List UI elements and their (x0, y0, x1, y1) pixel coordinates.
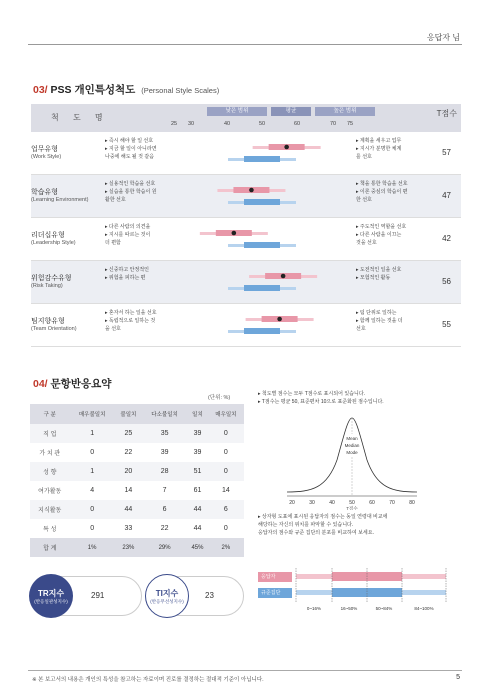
note-line: ▸ T점수는 평균 50, 표준편차 10으로 표준화된 점수입니다. (258, 399, 384, 405)
tr-value: 291 (91, 591, 105, 600)
pss-table (31, 104, 461, 347)
header-divider (28, 44, 462, 45)
note-line: 응답자의 점수와 규준 집단의 분포를 비교하여 보세요. (258, 530, 374, 536)
tick: 40 (223, 121, 231, 127)
score-marker (232, 231, 237, 236)
legend-respondent: 응답자 (258, 572, 292, 582)
row-label: 성 향 (30, 462, 70, 481)
tick: 50 (258, 121, 266, 127)
low-description: ▸ 실용적인 학습을 선호 ▸ 실습을 통한 학습이 원 활한 선호 (105, 181, 157, 203)
response-summary-table (30, 404, 244, 557)
table-cell: 39 (193, 449, 202, 456)
band-mid: 평균 (271, 107, 311, 116)
scale-name: 위험감수유형 (31, 275, 72, 282)
table-cell: 7 (162, 487, 167, 494)
table-row (30, 481, 244, 500)
table-cell: 44 (187, 500, 207, 519)
table-cell: 0 (223, 449, 228, 456)
table-cell: 1 (70, 462, 115, 481)
table-cell: 6 (142, 500, 187, 519)
scale-name: 업무유형 (31, 146, 59, 153)
tr-subtitle: (반응일관성지수) (34, 598, 68, 604)
high-description: ▸ 팀 단위로 일하는 ▸ 함께 일하는 것을 더 선호 (356, 310, 403, 332)
curve-axis-title: T점수 (346, 506, 358, 510)
t-axis (31, 121, 461, 131)
table-cell: 39 (160, 449, 169, 456)
ti-subtitle: (반응무선성지수) (150, 598, 184, 604)
table-header-row (30, 404, 244, 424)
band-high: 높은 범위 (315, 107, 375, 116)
table-cell: 35 (142, 424, 187, 443)
table-cell: 44 (193, 525, 202, 532)
curve-tick: 70 (389, 500, 395, 506)
legend-box-plot (292, 568, 462, 618)
interpretation-notes (258, 390, 463, 406)
table-cell: 25 (115, 424, 142, 443)
curve-mode-label: Mode (346, 450, 358, 455)
tick: 60 (293, 121, 301, 127)
scale-eng: (Risk Taking) (31, 283, 63, 289)
header-name: 응답자 님 (426, 33, 460, 42)
section-04-number: 04/ (33, 378, 48, 390)
legend-pct: 0~16% (306, 606, 322, 611)
footer-disclaimer: ※ 본 보고서의 내용은 개인의 특성을 참고하는 자료이며 진로를 결정하는 절대적 기준이 아닙니다. (32, 677, 264, 683)
high-description: ▸ 책을 통한 학습을 선호 ▸ 이론 중심의 학습이 편 한 선호 (356, 181, 408, 203)
t-score-header: T점수 (436, 109, 457, 118)
pss-row-team (31, 304, 461, 347)
norm-box (244, 199, 280, 205)
tick: 70 (329, 121, 337, 127)
low-description: ▸ 혼자서 하는 일을 선호 ▸ 독립적으로 일하는 것 을 선호 (105, 310, 157, 332)
scale-name: 학습유형 (31, 189, 59, 196)
curve-tick: 40 (329, 500, 335, 506)
section-03-title (33, 82, 219, 97)
row-label: 직 업 (30, 424, 70, 443)
legend-pct: 16~50% (340, 606, 358, 611)
scale-eng: (Work Style) (31, 154, 62, 160)
scale-eng: (Team Orientation) (31, 326, 77, 332)
table-cell: 51 (187, 462, 207, 481)
ti-badge (145, 574, 189, 618)
row-label: 지식활동 (30, 500, 70, 519)
table-cell: 28 (142, 462, 187, 481)
table-cell: 0 (90, 449, 95, 456)
scale-eng: (Leadership Style) (31, 240, 76, 246)
pss-row-work (31, 132, 461, 175)
ti-value: 23 (205, 591, 214, 600)
low-description: ▸ 신중하고 안정적인 ▸ 위험을 피하는 편 (105, 267, 149, 281)
legend-norm-group: 규준집단 (258, 588, 292, 598)
scale-name-header: 척 도 명 (51, 113, 109, 122)
curve-mean-label: Mean (346, 436, 358, 441)
t-score: 42 (442, 234, 451, 243)
table-cell: 45% (187, 538, 207, 557)
high-description: ▸ 계획을 세우고 업무 ▸ 지시가 분명한 체계 를 선호 (356, 138, 402, 160)
table-cell: 0 (208, 462, 244, 481)
column-header: 구 분 (30, 404, 70, 424)
table-cell: 61 (193, 487, 202, 494)
tr-title: TR지수 (37, 588, 65, 598)
table-cell: 2% (208, 538, 244, 557)
unit-label: (단위: %) (208, 395, 231, 401)
row-label: 합 계 (30, 538, 70, 557)
tick: 75 (346, 121, 354, 127)
section-04-heading: 문항반응요약 (50, 378, 112, 390)
table-row (30, 500, 244, 519)
footer-divider (28, 670, 462, 671)
table-row (30, 443, 244, 462)
page-number: 5 (456, 674, 460, 681)
table-cell: 0 (90, 525, 95, 532)
table-cell: 20 (115, 462, 142, 481)
table-cell: 1% (70, 538, 115, 557)
curve-tick: 20 (289, 500, 295, 506)
scale-name: 팀지향유형 (31, 318, 65, 325)
note-line: ▸ 상자형 도표에 표시된 응답자의 점수는 동일 연령대 비교에 (258, 514, 388, 520)
table-row (30, 519, 244, 538)
table-row (30, 462, 244, 481)
curve-tick: 50 (349, 500, 355, 506)
pss-row-risk (31, 261, 461, 304)
column-header: 일치 (187, 404, 207, 424)
low-description: ▸ 즉시 해야 할 일 선호 ▸ 지금 할 일이 아니라면 나중에 해도 될 것 같음 (105, 138, 157, 160)
table-cell: 1 (70, 424, 115, 443)
t-score: 55 (442, 320, 451, 329)
table-cell: 6 (208, 500, 244, 519)
pss-row-leadership (31, 218, 461, 261)
note-line: 해당하는 자신의 위치를 파악할 수 있습니다. (258, 522, 354, 528)
tr-index-box (30, 576, 142, 616)
tick: 30 (187, 121, 195, 127)
curve-tick: 80 (409, 500, 415, 506)
scale-eng: (Learning Environment) (31, 197, 89, 203)
table-cell: 39 (187, 424, 207, 443)
norm-box (244, 328, 280, 334)
score-bands (201, 107, 391, 116)
row-label: 여가활동 (38, 489, 62, 495)
column-header: 불일치 (115, 404, 142, 424)
pss-row-learning (31, 175, 461, 218)
t-score: 57 (442, 148, 451, 157)
ti-title: TI지수 (155, 588, 179, 598)
band-low: 낮은 범위 (207, 107, 267, 116)
section-04-title (33, 376, 111, 391)
tr-badge (29, 574, 73, 618)
table-cell: 23% (115, 538, 142, 557)
table-cell: 29% (142, 538, 187, 557)
tick: 25 (170, 121, 178, 127)
high-description: ▸ 주도적인 역할을 선호 ▸ 다른 사람을 이끄는 것을 선호 (356, 224, 407, 246)
table-cell: 14 (124, 487, 133, 494)
table-cell: 0 (223, 525, 228, 532)
t-score: 56 (442, 277, 451, 286)
table-cell: 14 (221, 487, 230, 494)
score-marker (281, 274, 286, 279)
table-cell: 4 (90, 487, 95, 494)
section-03-heading: PSS 개인특성척도 (50, 84, 136, 96)
interpretation-notes-2 (258, 513, 463, 537)
row-label: 가 치 관 (39, 451, 61, 457)
column-header: 매우일치 (208, 404, 244, 424)
curve-median-label: Median (344, 443, 360, 448)
section-03-number: 03/ (33, 84, 48, 96)
row-label: 특 성 (43, 527, 57, 533)
table-cell: 0 (208, 424, 244, 443)
legend-pct: 50~84% (375, 606, 393, 611)
table-row (30, 424, 244, 443)
table-row (30, 538, 244, 557)
score-marker (249, 188, 254, 193)
curve-tick: 30 (309, 500, 315, 506)
column-header: 매우불일치 (70, 404, 115, 424)
norm-box (244, 156, 280, 162)
score-marker (284, 145, 289, 150)
table-cell: 33 (124, 525, 133, 532)
table-cell: 0 (70, 500, 115, 519)
section-03-subtitle: (Personal Style Scales) (141, 86, 220, 95)
table-cell: 44 (115, 500, 142, 519)
norm-box (244, 242, 280, 248)
pss-header (31, 104, 461, 132)
normal-curve-chart (282, 410, 422, 510)
legend-pct: 84~100% (414, 606, 434, 611)
curve-tick: 60 (369, 500, 375, 506)
t-score: 47 (442, 191, 451, 200)
scale-name: 리더십유형 (31, 232, 65, 239)
note-line: ▸ 척도별 점수는 모두 T점수로 표시되어 있습니다. (258, 391, 366, 397)
low-description: ▸ 다른 사람의 의견을 ▸ 지시를 따르는 것이 더 편함 (105, 224, 151, 246)
high-description: ▸ 도전적인 일을 선호 ▸ 모험적인 활동 (356, 267, 402, 281)
score-marker (277, 317, 282, 322)
table-cell: 22 (124, 449, 133, 456)
column-header: 다소불일치 (142, 404, 187, 424)
norm-box (244, 285, 280, 291)
ti-index-box (146, 576, 244, 616)
table-cell: 22 (160, 525, 169, 532)
